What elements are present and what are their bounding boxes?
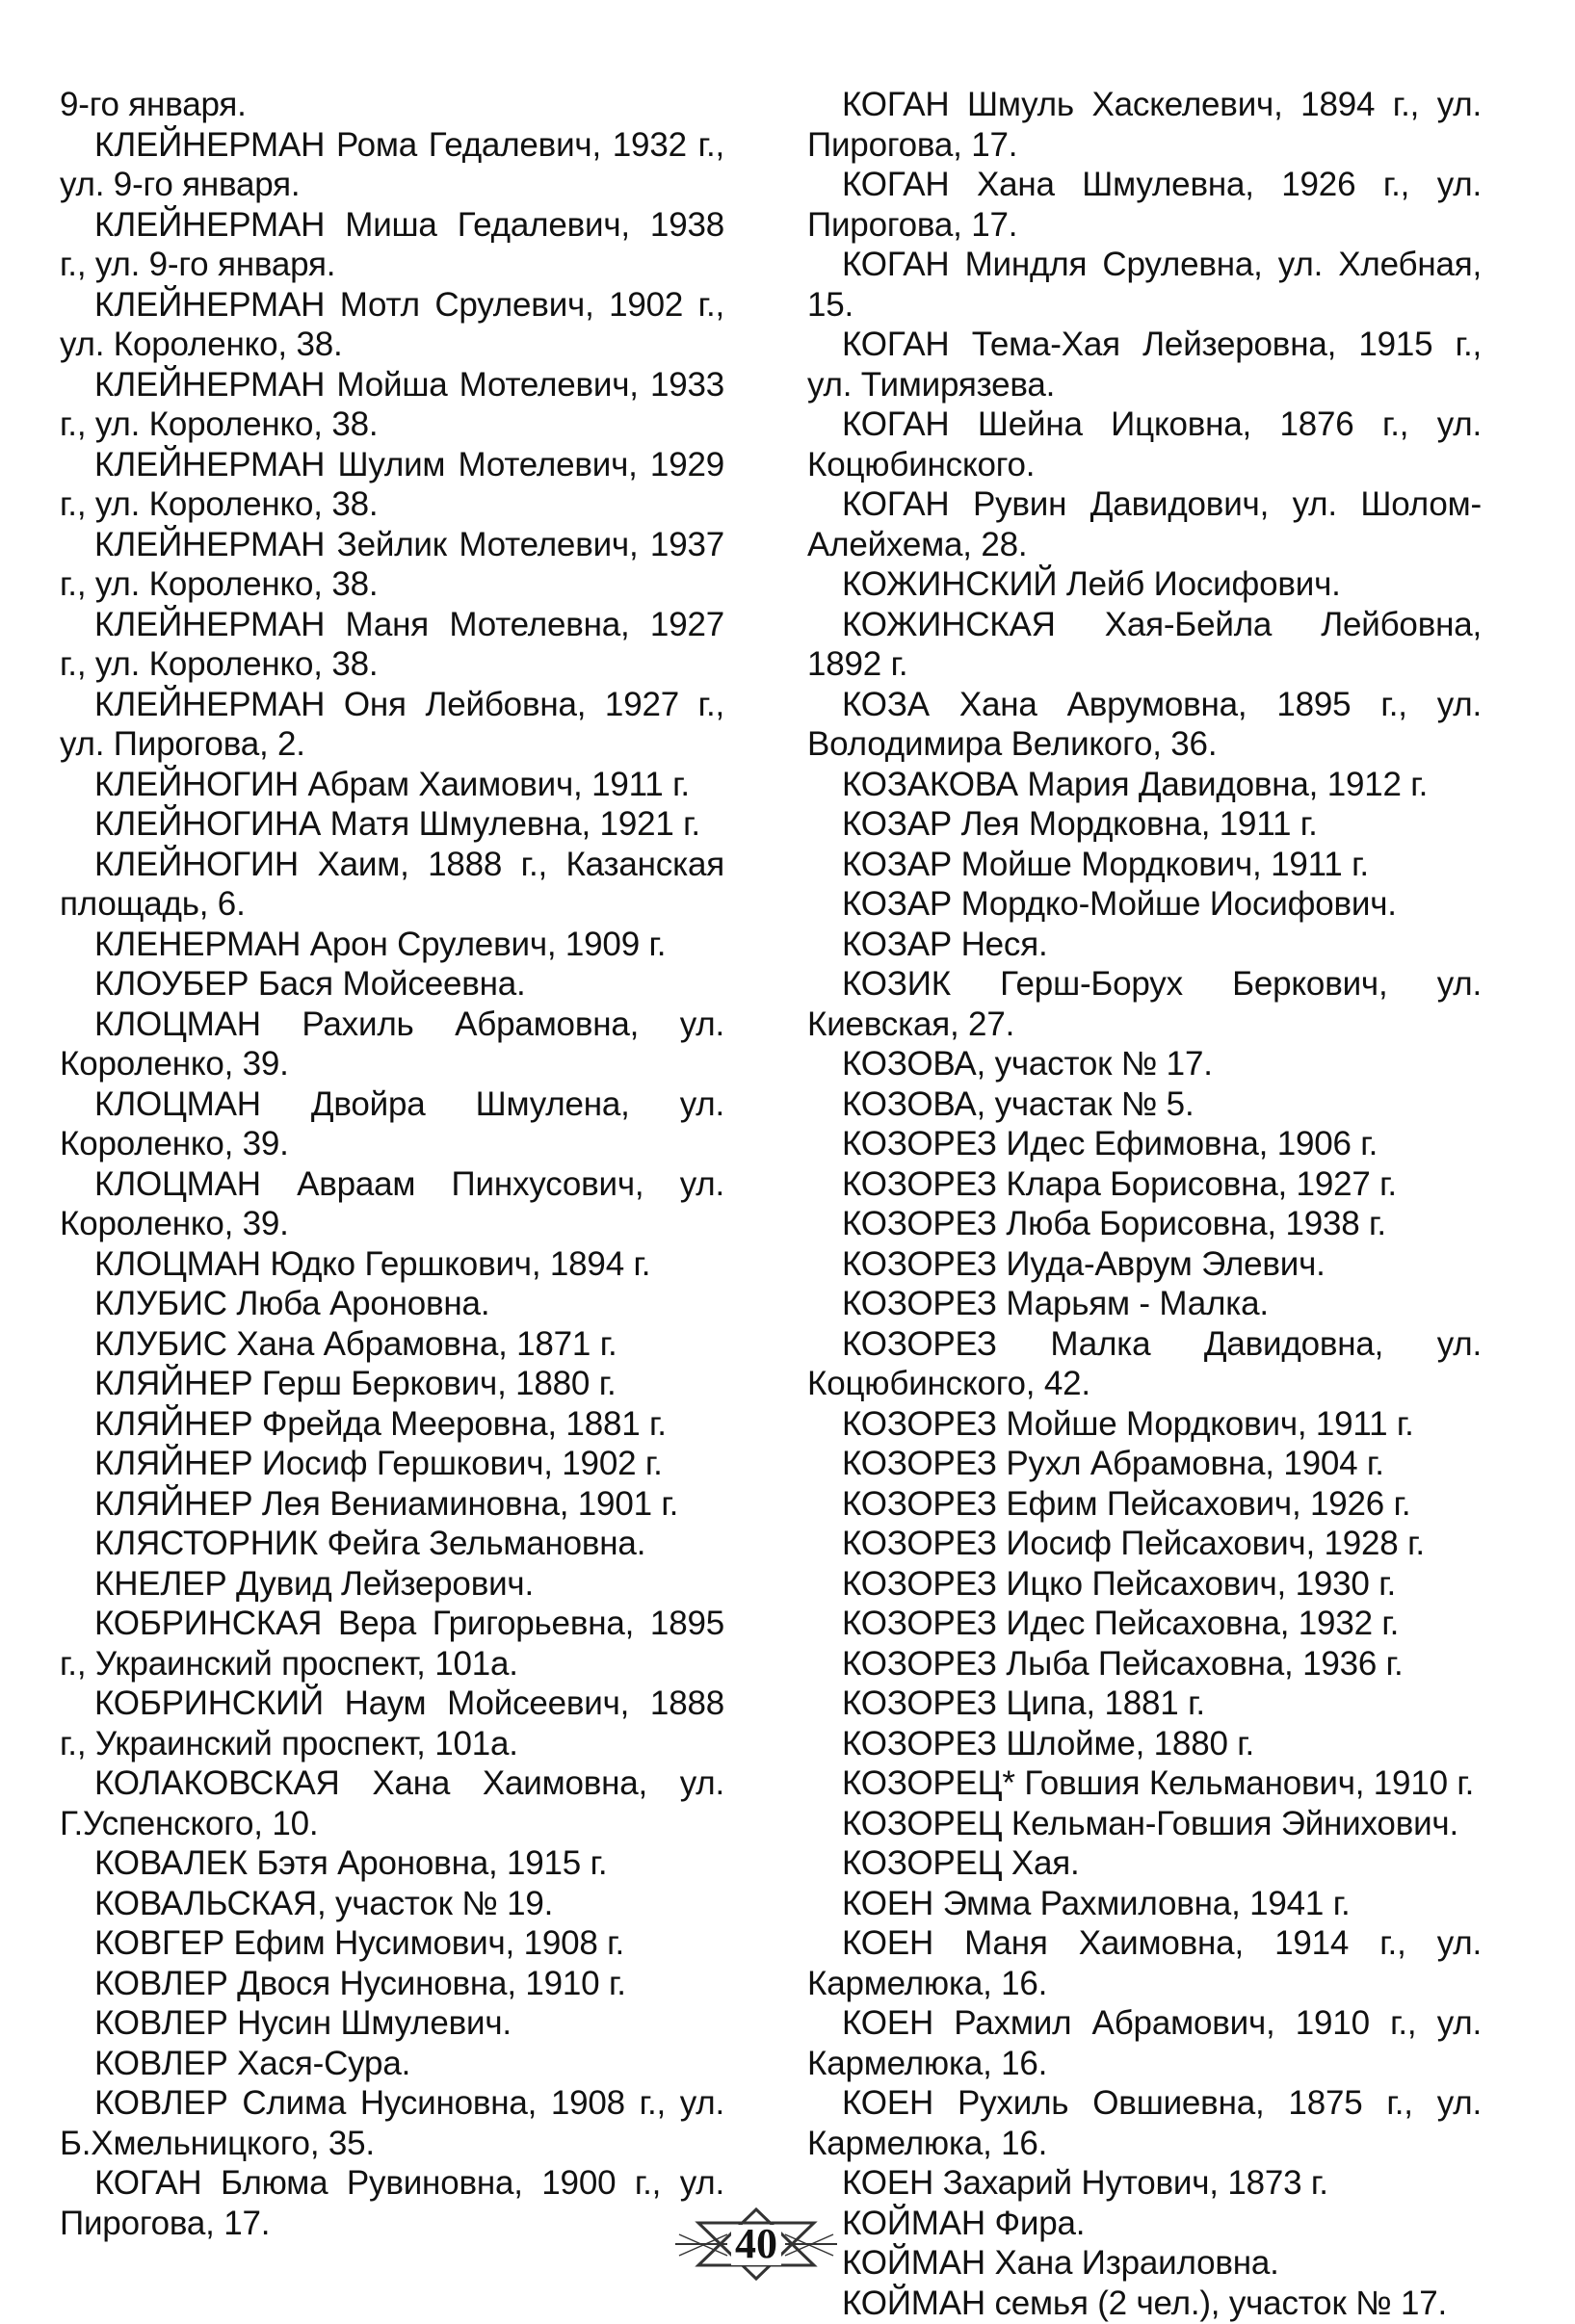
list-item: КОГАН Шейна Ицковна, 1876 г., ул. Коцюбинского. [807, 405, 1482, 483]
right-column [807, 85, 1482, 2323]
list-item: КОВЛЕР Нусин Шмулевич. [94, 2004, 512, 2042]
list-item: КОЗАР Мордко-Мойше Иосифович. [842, 885, 1397, 923]
page-number-text: 40 [735, 2220, 777, 2267]
list-item: КОЗАКОВА Мария Давидовна, 1912 г. [842, 765, 1429, 803]
list-item: КЛОЦМАН Авраам Пинхусович, ул. Короленко, 39. [60, 1164, 724, 1242]
list-item: КОЗОРЕЦ Кельман-Говшия Эйнихович. [842, 1804, 1458, 1842]
list-item: КЛЕЙНЕРМАН Мотл Срулевич, 1902 г., ул. Короленко, 38. [60, 285, 724, 363]
left-column [60, 85, 724, 2243]
list-item: КОЗОРЕЦ Хая. [842, 1844, 1080, 1882]
list-item: КЛЕЙНЕРМАН Мойша Мотелевич, 1933 г., ул. Короленко, 38. [60, 365, 724, 443]
list-item: КОЖИНСКИЙ Лейб Иосифович. [842, 565, 1341, 603]
list-item: КОЙМАН Фира. [842, 2204, 1086, 2242]
list-item: КОВГЕР Ефим Нусимович, 1908 г. [94, 1924, 625, 1962]
list-item: КОГАН Миндля Срулевна, ул. Хлебная, 15. [807, 246, 1482, 324]
list-item: КОЗОРЕЗ Рухл Абрамовна, 1904 г. [842, 1445, 1384, 1482]
list-item: КОВАЛЬСКАЯ, участок № 19. [94, 1884, 554, 1922]
list-item: КОЗОРЕЗ Ицко Пейсахович, 1930 г. [842, 1564, 1397, 1603]
list-item: КОВЛЕР Двося Нусиновна, 1910 г. [94, 1964, 626, 2002]
list-item: КОЗОВА, участак № 5. [842, 1084, 1194, 1123]
list-item: КЛЯЙНЕР Иосиф Гершкович, 1902 г. [94, 1445, 663, 1482]
list-item: КЛУБИС Люба Ароновна. [94, 1285, 490, 1322]
list-item: КОГАН Шмуль Хаскелевич, 1894 г., ул. Пирогова, 17. [807, 86, 1482, 164]
list-item: КЛЕЙНЕРМАН Зейлик Мотелевич, 1937 г., ул. Короленко, 38. [60, 525, 724, 603]
list-item: КОЗОРЕЗ Иосиф Пейсахович, 1928 г. [842, 1525, 1425, 1562]
list-item: КОЗОРЕЗ Идес Ефимовна, 1906 г. [842, 1125, 1378, 1162]
list-item: КЛОУБЕР Бася Мойсеевна. [94, 965, 526, 1003]
list-item: КОЗОРЕЦ* Говшия Кельманович, 1910 г. [842, 1764, 1475, 1802]
list-item: КЛЕЙНОГИНА Матя Шмулевна, 1921 г. [94, 805, 700, 843]
list-item: КОЗОРЕЗ Клара Борисовна, 1927 г. [842, 1164, 1397, 1203]
list-item: КОБРИНСКАЯ Вера Григорьевна, 1895 г., Украинский проспект, 101а. [60, 1605, 724, 1683]
list-item: КЛЯЙНЕР Лея Вениаминовна, 1901 г. [94, 1484, 679, 1523]
list-item: КОЗАР Мойше Мордкович, 1911 г. [842, 845, 1369, 883]
list-item: КЛЯСТОРНИК Фейга Зельмановна. [94, 1525, 646, 1562]
list-item: КОЗОРЕЗ Идес Пейсаховна, 1932 г. [842, 1605, 1400, 1642]
list-item: КОЖИНСКАЯ Хая-Бейла Лейбовна, 1892 г. [807, 605, 1482, 683]
list-item: КОЕН Рахмил Абрамович, 1910 г., ул. Кармелюка, 16. [807, 2004, 1482, 2082]
list-item: КОЗАР Лея Мордковна, 1911 г. [842, 805, 1318, 843]
list-item: КЛЕЙНОГИН Хаим, 1888 г., Казанская площадь, 6. [60, 845, 724, 923]
list-item: КОЕН Эмма Рахмиловна, 1941 г. [842, 1884, 1351, 1922]
list-item: КОЗОРЕЗ Иуда-Аврум Элевич. [842, 1244, 1326, 1283]
list-item: КЛОЦМАН Рахиль Абрамовна, ул. Короленко, 39. [60, 1005, 724, 1083]
list-item: 9-го января. [60, 86, 247, 123]
list-item: КОГАН Хана Шмулевна, 1926 г., ул. Пирогова, 17. [807, 166, 1482, 244]
list-item: КЛЕЙНЕРМАН Оня Лейбовна, 1927 г., ул. Пирогова, 2. [60, 685, 724, 763]
list-item: КОЗОРЕЗ Ципа, 1881 г. [842, 1684, 1205, 1722]
list-item: КОЕН Маня Хаимовна, 1914 г., ул. Кармелюка, 16. [807, 1924, 1482, 2002]
list-item: КОЗОРЕЗ Малка Давидовна, ул. Коцюбинского, 42. [807, 1324, 1482, 1402]
list-item: КЛЕНЕРМАН Арон Срулевич, 1909 г. [94, 925, 667, 963]
list-item: КОЗОРЕЗ Ефим Пейсахович, 1926 г. [842, 1484, 1411, 1523]
page-number [669, 2206, 843, 2283]
list-item: КОЗОРЕЗ Шлойме, 1880 г. [842, 1724, 1255, 1763]
list-item: КОЗОРЕЗ Марьям - Малка. [842, 1285, 1269, 1322]
list-item: КОГАН Рувин Давидович, ул. Шолом-Алейхема, 28. [807, 485, 1482, 563]
list-item: КОГАН Тема-Хая Лейзеровна, 1915 г., ул. Тимирязева. [807, 326, 1482, 404]
list-item: КЛЕЙНЕРМАН Маня Мотелевна, 1927 г., ул. Короленко, 38. [60, 605, 724, 683]
list-item: КОЕН Захарий Нутович, 1873 г. [842, 2164, 1328, 2202]
list-item: КОЗОРЕЗ Мойше Мордкович, 1911 г. [842, 1404, 1414, 1443]
list-item: КОЗОРЕЗ Лыба Пейсаховна, 1936 г. [842, 1644, 1404, 1683]
list-item: КОЗАР Неся. [842, 925, 1048, 963]
list-item: КОЗОРЕЗ Люба Борисовна, 1938 г. [842, 1205, 1386, 1242]
list-item: КЛЯЙНЕР Герш Беркович, 1880 г. [94, 1365, 617, 1402]
list-item: КЛЕЙНОГИН Абрам Хаимович, 1911 г. [94, 765, 690, 803]
list-item: КЛОЦМАН Юдко Гершкович, 1894 г. [94, 1244, 651, 1283]
list-item: КОЗОВА, участок № 17. [842, 1045, 1213, 1083]
list-item: КЛОЦМАН Двойра Шмулена, ул. Короленко, 39. [60, 1084, 724, 1162]
list-item: КОЛАКОВСКАЯ Хана Хаимовна, ул. Г.Успенского, 10. [60, 1764, 724, 1842]
list-item: КЛЕЙНЕРМАН Миша Гедалевич, 1938 г., ул. 9-го января. [60, 205, 724, 283]
list-item: КОБРИНСКИЙ Наум Мойсеевич, 1888 г., Украинский проспект, 101а. [60, 1684, 724, 1763]
list-item: КОВАЛЕК Бэтя Ароновна, 1915 г. [94, 1844, 608, 1882]
list-item: КЛЕЙНЕРМАН Рома Гедалевич, 1932 г., ул. 9-го января. [60, 125, 724, 203]
list-item: КЛУБИС Хана Абрамовна, 1871 г. [94, 1324, 617, 1363]
list-item: КНЕЛЕР Дувид Лейзерович. [94, 1564, 534, 1603]
list-item: КОВЛЕР Слима Нусиновна, 1908 г., ул. Б.Хмельницкого, 35. [60, 2084, 724, 2162]
list-item: КОВЛЕР Хася-Сура. [94, 2044, 411, 2082]
list-item: КЛЯЙНЕР Фрейда Мееровна, 1881 г. [94, 1404, 667, 1443]
list-item: КОЗИК Герш-Борух Беркович, ул. Киевская, 27. [807, 965, 1482, 1043]
list-item: КОЗА Хана Аврумовна, 1895 г., ул. Володимира Великого, 36. [807, 685, 1482, 763]
list-item: КОЕН Рухиль Овшиевна, 1875 г., ул. Кармелюка, 16. [807, 2084, 1482, 2162]
list-item: КОГАН Блюма Рувиновна, 1900 г., ул. Пирогова, 17. [60, 2164, 724, 2242]
list-item: КЛЕЙНЕРМАН Шулим Мотелевич, 1929 г., ул. Короленко, 38. [60, 445, 724, 523]
list-item: КОЙМАН семья (2 чел.), участок № 17. [842, 2284, 1448, 2322]
list-item: КОЙМАН Хана Израиловна. [842, 2244, 1279, 2282]
